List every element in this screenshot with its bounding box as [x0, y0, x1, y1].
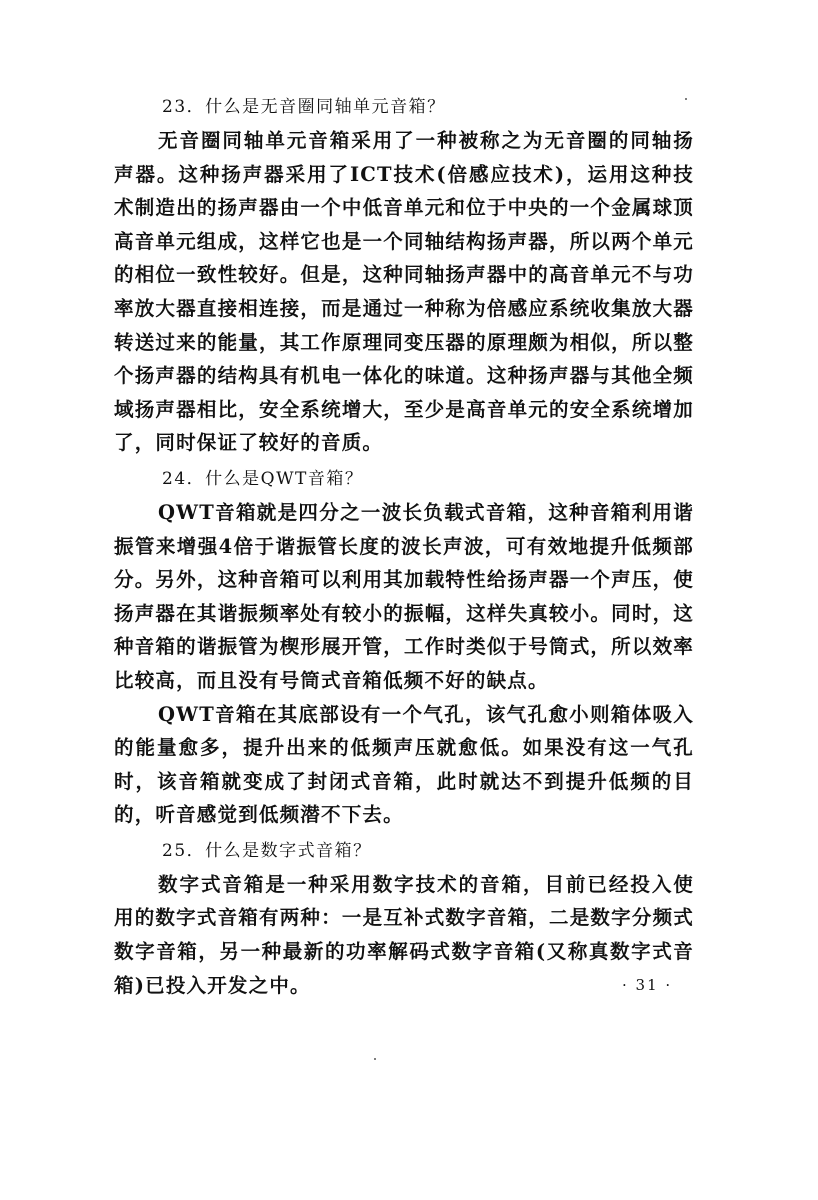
scan-speck [374, 1058, 376, 1060]
section-heading-25: 25．什么是数字式音箱？ [162, 840, 372, 861]
paragraph: 无音圈同轴单元音箱采用了一种被称之为无音圈的同轴扬声器。这种扬声器采用了ICT技术(倍感应技术)，运用这种技术制造出的扬声器由一个中低音单元和位于中央的一个金属球顶高音单元组成，这样它也是一个同轴结构扬声器，所以两个单元的相位一致性较好。但是，这种同轴扬声器中的高音单元不与功率放大器直接相连接，而是通过一种称为倍感应系统收集放大器转送过来的能量，其工作原理同变压器的原理颇为相似，所以整个扬声器的结构具有机电一体化的味道。这种扬声器与其他全频域扬声器相比，安全系统增大，至少是高音单元的安全系统增加了，同时保证了较好的音质。 [114, 129, 694, 455]
paragraph: 数字式音箱是一种采用数字技术的音箱，目前已经投入使用的数字式音箱有两种：一是互补式数字音箱，二是数字分频式数字音箱，另一种最新的功率解码式数字音箱(又称真数字式音箱)已投入开发之中。 [114, 872, 694, 997]
section-heading-24: 24．什么是QWT音箱？ [162, 468, 364, 489]
section-heading-23: 23．什么是无音圈同轴单元音箱？ [162, 97, 446, 117]
page-body [114, 90, 694, 1002]
page-number: · 31 · [622, 976, 673, 994]
paragraph: QWT音箱在其底部设有一个气孔，该气孔愈小则箱体吸入的能量愈多，提升出来的低频声压就愈低。如果没有这一气孔时，该音箱就变成了封闭式音箱，此时就达不到提升低频的目的，听音感觉到低频潜不下去。 [114, 702, 694, 827]
scan-speck [685, 98, 687, 100]
paragraph: QWT音箱就是四分之一波长负载式音箱，这种音箱利用谐振管来增强4倍于谐振管长度的波长声波，可有效地提升低频部分。另外，这种音箱可以利用其加载特性给扬声器一个声压，使扬声器在其谐振频率处有较小的振幅，这样失真较小。同时，这种音箱的谐振管为楔形展开管，工作时类似于号筒式，所以效率比较高，而且没有号筒式音箱低频不好的缺点。 [114, 500, 694, 692]
